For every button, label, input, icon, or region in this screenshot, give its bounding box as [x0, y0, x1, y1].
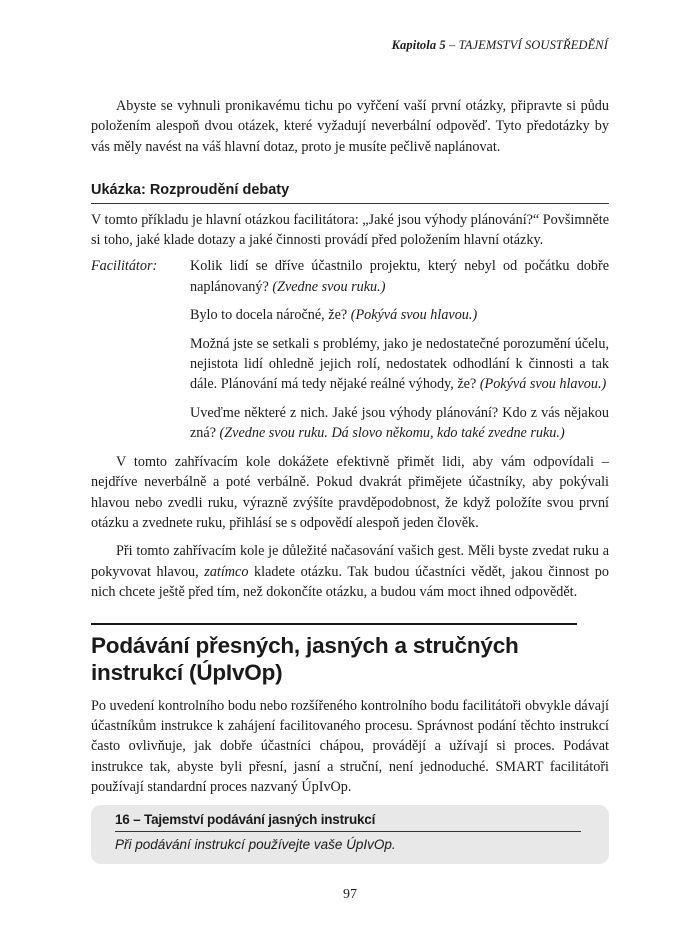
dialog-text: Uveďme některé z nich. Jaké jsou výhody plánování? Kdo z vás nějakou zná? [190, 404, 609, 442]
page-number: 97 [343, 887, 357, 902]
dialog-line [190, 403, 609, 444]
section-divider [91, 623, 577, 625]
dialog-action: (Pokývá svou hlavou.) [479, 376, 607, 393]
dialog-text: Možná jste se setkali s problémy, jako je nedostatečné porozumění účelu, nejistota lidí ohledně jejich rolí, nedostatek odhodlání k činnosti a tak dále. Plánování má tedy nějaké reálné výhody, že? [190, 335, 609, 393]
dialog-action: (Zvedne svou ruku.) [272, 278, 386, 295]
secret-box [91, 805, 609, 865]
example-lead: V tomto příkladu je hlavní otázkou facilitátora: „Jaké jsou výhody plánování?“ Povšimněte si toho, jaké klade dotazy a jaké činnosti provádí před položením hlavní otázky. [91, 211, 609, 249]
speaker-label: Facilitátor: [91, 258, 158, 275]
timing-text-after: kladete otázku. Tak budou účastníci vědět, jakou činnost po nich chcete ještě před tím, než dokončíte otázku, a budou vám moct ihned odpovědět. [91, 563, 609, 601]
dialog-line [190, 256, 609, 297]
chapter-label: Kapitola 5 [391, 38, 446, 52]
dialog-text: Kolik lidí se dříve účastnilo projektu, který nebyl od počátku dobře naplánovaný? [190, 258, 609, 295]
dialog-text: Bylo to docela náročné, že? [190, 307, 351, 324]
dialog-lines [190, 256, 609, 443]
secret-box-title: 16 – Tajemství podávání jasných instrukcí [115, 810, 581, 832]
section-paragraph: Po uvedení kontrolního bodu nebo rozšířeného kontrolního bodu facilitátoři obvykle dávají účastníkům instrukce k zahájení facilitovaného procesu. Správnost podání těchto instrukcí často ovlivňuje, jak dobře účastníci chápou, provádějí a užívají si proces. Podávat instrukce tak, abyste byli přesní, jasní a struční, není jednoduché. SMART facilitátoři používají standardní proces nazvaný ÚpIvOp. [91, 697, 609, 796]
intro-paragraph: Abyste se vyhnuli pronikavému tichu po vyřčení vaší první otázky, připravte si půdu položením alespoň dvou otázek, které vyžadují neverbální odpověď. Tyto předotázky by vás měly navést na váš hlavní dotaz, proto je musíte pečlivě naplánovat. [91, 98, 609, 155]
dialog-block [91, 256, 609, 443]
timing-text-before: Při tomto zahřívacím kole je důležité načasování vašich gest. Měli byste zvedat ruku a pokyvovat hlavou, [91, 543, 609, 580]
dialog-action: (Pokývá svou hlavou.) [350, 307, 478, 324]
header-separator: – [445, 38, 459, 52]
dialog-line [190, 334, 609, 395]
timing-paragraph [91, 541, 609, 602]
page-content [91, 96, 609, 864]
chapter-title: TAJEMSTVÍ SOUSTŘEDĚNÍ [458, 38, 608, 52]
example-heading: Ukázka: Rozproudění debaty [91, 180, 609, 203]
secret-box-body: Při podávání instrukcí používejte vaše ÚpIvOp. [115, 836, 396, 852]
warmup-paragraph: V tomto zahřívacím kole dokážete efektivně přimět lidi, aby vám odpovídali – nejdříve neverbálně a poté verbálně. Pokud dvakrát přimějete účastníky, aby pokývali hlavou nebo zvedli ruku, výrazně zvýšíte pravděpodobnost, že když položíte svou první otázku a zvednete ruku, přihlásí se s odpovědí alespoň jeden člověk. [91, 453, 609, 531]
dialog-action: (Zvedne svou ruku. Dá slovo někomu, kdo také zvedne ruku.) [219, 425, 565, 442]
section-title: Podávání přesných, jasných a stručných instrukcí (ÚpIvOp) [91, 632, 519, 685]
dialog-line [190, 305, 609, 325]
running-header [392, 38, 608, 53]
timing-emphasis: zatímco [204, 563, 249, 580]
